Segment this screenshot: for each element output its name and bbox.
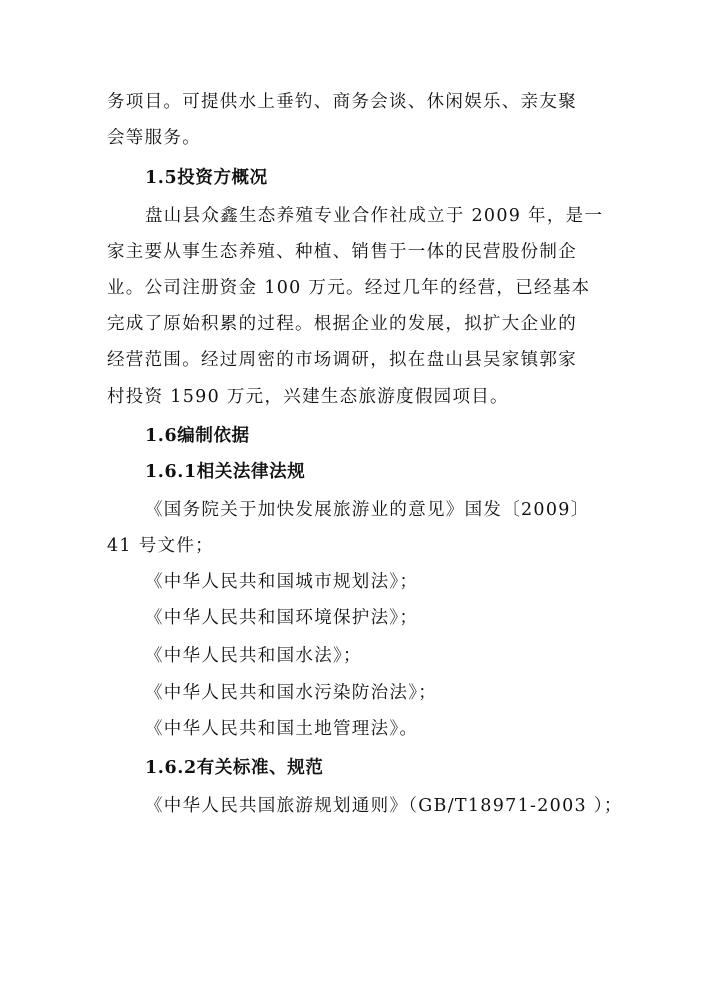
- body-text-line: 经营范围。经过周密的市场调研，拟在盘山县吴家镇郭家: [107, 350, 577, 370]
- law-item: 《中华人民共和国城市规划法》；: [145, 572, 419, 592]
- body-text-line: 务项目。可提供水上垂钓、商务会谈、休闲娱乐、亲友聚: [107, 92, 577, 112]
- law-item: 《中华人民共和国环境保护法》；: [145, 608, 419, 628]
- subsection-heading-1-6-2: 1.6.2有关标准、规范: [145, 758, 324, 778]
- body-text-line: 家主要从事生态养殖、种植、销售于一体的民营股份制企: [107, 242, 577, 262]
- body-text-line: 业。公司注册资金 100 万元。经过几年的经营，已经基本: [107, 278, 591, 298]
- law-item: 《中华人民共和国水法》；: [145, 646, 362, 666]
- section-heading-1-5: 1.5投资方概况: [145, 168, 268, 188]
- section-heading-1-6: 1.6编制依据: [145, 426, 250, 446]
- law-item: 《中华人民共和国水污染防治法》；: [145, 683, 438, 703]
- law-item: 《国务院关于加快发展旅游业的意见》国发〔2009〕: [145, 500, 590, 520]
- subsection-heading-1-6-1: 1.6.1相关法律法规: [145, 462, 306, 482]
- body-text-line: 41 号文件；: [107, 536, 214, 556]
- law-item: 《中华人民共和国土地管理法》。: [145, 719, 419, 739]
- standard-item: 《中华人民共国旅游规划通则》（GB/T18971-2003 ）；: [145, 796, 623, 816]
- body-text-line: 盘山县众鑫生态养殖专业合作社成立于 2009 年，是一: [145, 206, 604, 226]
- body-text-line: 村投资 1590 万元，兴建生态旅游度假园项目。: [107, 387, 509, 407]
- body-text-line: 会等服务。: [107, 128, 201, 148]
- body-text-line: 完成了原始积累的过程。根据企业的发展，拟扩大企业的: [107, 314, 577, 334]
